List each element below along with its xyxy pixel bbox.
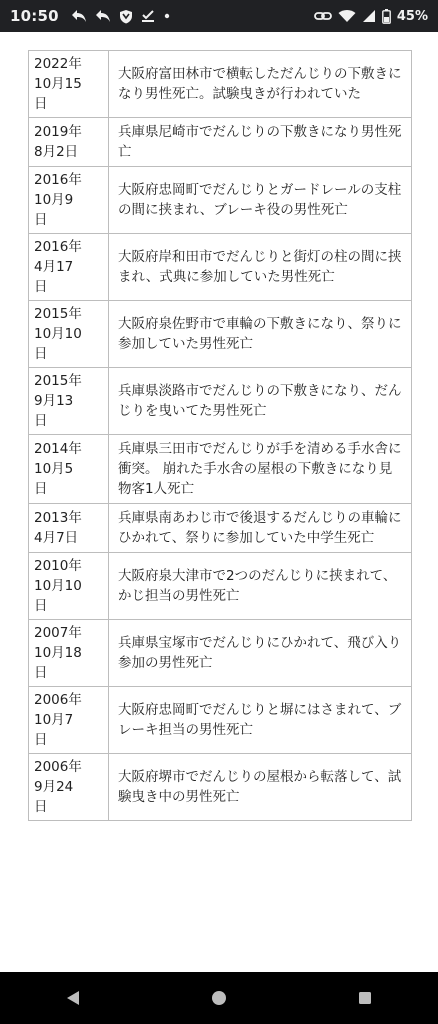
incident-date <box>29 620 109 687</box>
incident-date-line: 4月7日 <box>34 530 79 546</box>
battery-icon <box>382 9 391 24</box>
link-icon <box>314 10 332 22</box>
more-dot-icon <box>163 12 171 20</box>
recents-button[interactable] <box>335 972 395 1024</box>
incident-date-line: 9月13 <box>34 393 74 409</box>
notification-icons <box>71 9 171 24</box>
incident-date-line: 2006年 <box>34 692 82 708</box>
reply-icon <box>95 9 111 23</box>
incident-table-body <box>29 51 412 821</box>
incident-date-line: 日 <box>34 96 48 112</box>
incident-date-line: 日 <box>34 212 48 228</box>
shield-icon <box>119 9 133 24</box>
incident-date-line: 日 <box>34 346 48 362</box>
table-row <box>29 301 412 368</box>
table-row <box>29 620 412 687</box>
incident-description: 大阪府忠岡町でだんじりと塀にはさまれて、ブレーキ担当の男性死亡 <box>109 687 412 754</box>
incident-date-line: 2016年 <box>34 172 82 188</box>
incident-description: 兵庫県宝塚市でだんじりにひかれて、飛び入り参加の男性死亡 <box>109 620 412 687</box>
incident-date <box>29 51 109 118</box>
incident-date-line: 2015年 <box>34 306 82 322</box>
incident-description: 大阪府泉大津市で2つのだんじりに挟まれて、かじ担当の男性死亡 <box>109 553 412 620</box>
incident-date-line: 2022年 <box>34 56 82 72</box>
incident-date <box>29 754 109 821</box>
incident-date <box>29 118 109 167</box>
signal-icon <box>362 9 376 23</box>
incident-date-line: 日 <box>34 481 48 497</box>
wifi-icon <box>338 9 356 23</box>
incident-date-line: 日 <box>34 598 48 614</box>
incident-date-line: 9月24 <box>34 779 74 795</box>
status-bar <box>0 0 438 32</box>
incident-date-line: 日 <box>34 732 48 748</box>
incident-description: 大阪府泉佐野市で車輪の下敷きになり、祭りに参加していた男性死亡 <box>109 301 412 368</box>
battery-percent: 45% <box>396 8 428 24</box>
table-row <box>29 234 412 301</box>
incident-date-line: 日 <box>34 413 48 429</box>
incident-date <box>29 167 109 234</box>
incident-date <box>29 368 109 435</box>
incident-date-line: 2007年 <box>34 625 82 641</box>
incident-date-line: 4月17 <box>34 259 74 275</box>
incident-date-line: 10月9 <box>34 192 74 208</box>
incident-date-line: 2015年 <box>34 373 82 389</box>
reply-icon <box>71 9 87 23</box>
status-time: 10:50 <box>10 7 59 25</box>
incident-date-line: 10月10 <box>34 326 82 342</box>
table-row <box>29 368 412 435</box>
incident-date <box>29 687 109 754</box>
home-button[interactable] <box>189 972 249 1024</box>
incident-date-line: 2016年 <box>34 239 82 255</box>
incident-description: 兵庫県淡路市でだんじりの下敷きになり、だんじりを曳いてた男性死亡 <box>109 368 412 435</box>
table-row <box>29 435 412 504</box>
table-row <box>29 504 412 553</box>
incident-description: 大阪府岸和田市でだんじりと街灯の柱の間に挟まれ、式典に参加していた男性死亡 <box>109 234 412 301</box>
incident-description: 兵庫県南あわじ市で後退するだんじりの車輪にひかれて、祭りに参加していた中学生死亡 <box>109 504 412 553</box>
recents-square-icon <box>356 989 374 1007</box>
incident-date-line: 10月7 <box>34 712 74 728</box>
back-button[interactable] <box>43 972 103 1024</box>
incident-date-line: 2019年 <box>34 124 82 140</box>
home-circle-icon <box>210 989 228 1007</box>
table-row <box>29 118 412 167</box>
incident-table <box>28 50 412 821</box>
table-row <box>29 754 412 821</box>
incident-description: 大阪府堺市でだんじりの屋根から転落して、試験曳き中の男性死亡 <box>109 754 412 821</box>
table-row <box>29 687 412 754</box>
table-row <box>29 51 412 118</box>
check-download-icon <box>141 9 155 23</box>
incident-date-line: 10月5 <box>34 461 74 477</box>
table-row <box>29 167 412 234</box>
incident-date <box>29 301 109 368</box>
incident-description: 兵庫県尼崎市でだんじりの下敷きになり男性死亡 <box>109 118 412 167</box>
incident-date <box>29 435 109 504</box>
incident-date-line: 2010年 <box>34 558 82 574</box>
incident-date <box>29 553 109 620</box>
table-row <box>29 553 412 620</box>
incident-date-line: 2013年 <box>34 510 82 526</box>
incident-description: 兵庫県三田市でだんじりが手を清める手水舎に衝突。 崩れた手水舎の屋根の下敷きになり見物客1人死亡 <box>109 435 412 504</box>
back-triangle-icon <box>64 989 82 1007</box>
incident-date-line: 日 <box>34 279 48 295</box>
incident-date <box>29 234 109 301</box>
incident-date-line: 10月10 <box>34 578 82 594</box>
incident-date-line: 10月18 <box>34 645 82 661</box>
incident-date-line: 10月15 <box>34 76 82 92</box>
incident-date-line: 8月2日 <box>34 144 79 160</box>
web-content[interactable] <box>0 32 438 972</box>
incident-date-line: 2006年 <box>34 759 82 775</box>
incident-date <box>29 504 109 553</box>
incident-description: 大阪府富田林市で横転しただんじりの下敷きになり男性死亡。試験曳きが行われていた <box>109 51 412 118</box>
navigation-bar <box>0 972 438 1024</box>
incident-description: 大阪府忠岡町でだんじりとガードレールの支柱の間に挟まれ、ブレーキ役の男性死亡 <box>109 167 412 234</box>
system-icons <box>314 9 428 24</box>
incident-date-line: 2014年 <box>34 441 82 457</box>
incident-date-line: 日 <box>34 799 48 815</box>
incident-date-line: 日 <box>34 665 48 681</box>
